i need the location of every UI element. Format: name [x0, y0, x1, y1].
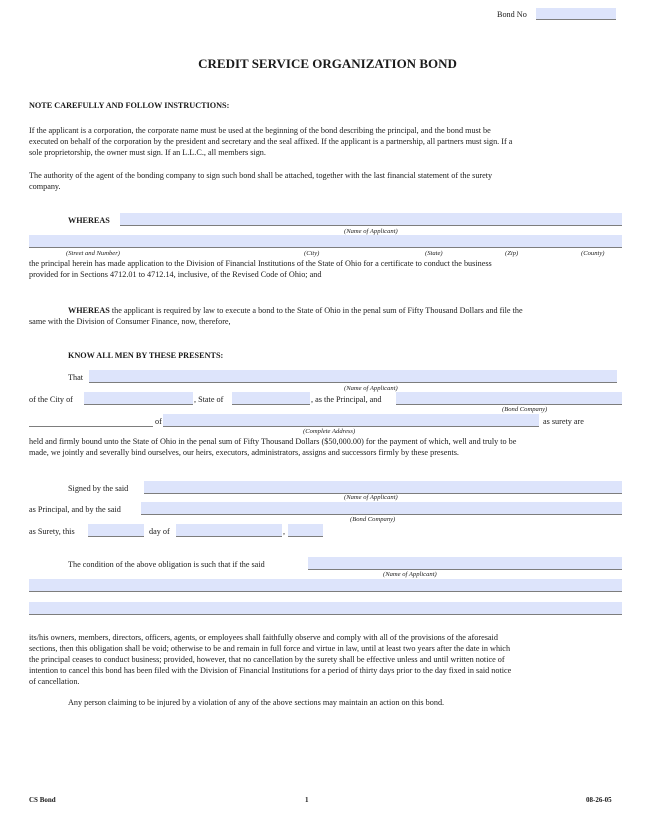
instructions-heading: NOTE CAREFULLY AND FOLLOW INSTRUCTIONS: [29, 101, 230, 110]
whereas2-text-line2: same with the Division of Consumer Finance, now, therefore, [29, 317, 231, 326]
whereas-label: WHEREAS [68, 216, 110, 225]
as-principal-label: as Principal, and by the said [29, 505, 121, 514]
instructions-para1-line1: If the applicant is a corporation, the corporate name must be used at the beginning of the bond describing the principal, and the bond must be [29, 126, 491, 135]
caption-name-of-applicant: (Name of Applicant) [344, 228, 398, 235]
state-field[interactable] [232, 392, 310, 405]
as-surety-this-label: as Surety, this [29, 527, 75, 536]
whereas1-text-line1: the principal herein has made application to the Division of Financial Institutions of the State of Ohio for a certificate to conduct the business [29, 259, 492, 268]
that-label: That [68, 373, 84, 382]
bond-no-field[interactable] [536, 8, 616, 20]
as-surety-label: as surety are [543, 417, 584, 426]
page-title: CREDIT SERVICE ORGANIZATION BOND [198, 56, 457, 71]
caption-name-of-applicant-4: (Name of Applicant) [383, 571, 437, 578]
bond-company-address-field[interactable] [163, 414, 539, 427]
instructions-para2-line2: company. [29, 182, 61, 191]
of-prefix-rule [29, 425, 153, 427]
caption-name-of-applicant-3: (Name of Applicant) [344, 494, 398, 501]
know-all-heading: KNOW ALL MEN BY THESE PRESENTS: [68, 351, 224, 360]
condition-text-line5: of cancellation. [29, 677, 80, 686]
condition-line-3-field[interactable] [29, 602, 622, 615]
date-comma: , [283, 527, 286, 536]
state-label: , State of [194, 395, 224, 404]
caption-zip: (Zip) [505, 250, 519, 257]
caption-complete-address: (Complete Address) [303, 428, 356, 435]
caption-city: (City) [304, 250, 320, 257]
applicant-address-field[interactable] [29, 235, 622, 248]
whereas2-text-line1: the applicant is required by law to execute a bond to the State of Ohio in the penal sum of Fifty Thousand Dollars and file the [109, 306, 523, 315]
city-field[interactable] [84, 392, 193, 405]
condition-applicant-field[interactable] [308, 557, 622, 570]
day-of-label: day of [149, 527, 170, 536]
signed-bond-company-field[interactable] [141, 502, 622, 515]
caption-name-of-applicant-2: (Name of Applicant) [344, 385, 398, 392]
signed-by-label: Signed by the said [68, 484, 129, 493]
footer-date: 08-26-05 [586, 796, 612, 804]
caption-bond-company: (Bond Company) [502, 406, 548, 413]
instructions-para1-line2: executed on behalf of the corporation by the president and secretary and the seal affixed. If the applicant is a partnership, all partners must sign. If a [29, 137, 513, 146]
instructions-para1-line3: sole proprietorship, the owner must sign. If an L.L.C., all members sign. [29, 148, 266, 157]
month-field[interactable] [176, 524, 282, 537]
footer-form-name: CS Bond [29, 796, 56, 804]
whereas2-line1 [68, 306, 523, 316]
condition-text: The condition of the above obligation is such that if the said [68, 560, 265, 569]
injured-text: Any person claiming to be injured by a violation of any of the above sections may maintain an action on this bond. [68, 698, 445, 707]
signed-applicant-field[interactable] [144, 481, 622, 494]
applicant-name-field[interactable] [120, 213, 622, 226]
footer-page-number: 1 [305, 796, 309, 804]
condition-text-line1: its/his owners, members, directors, officers, agents, or employees shall faithfully observe and comply with all of the provisions of the aforesaid [29, 633, 498, 642]
know-all-text-line2: made, we jointly and severally bind ourselves, our heirs, executors, administrators, assigns and successors firmly by these presents. [29, 448, 459, 457]
condition-text-line3: the principal ceases to conduct business; provided, however, that no cancellation by the surety shall be effective unless and until written notice of [29, 655, 505, 664]
caption-state: (State) [425, 250, 443, 257]
whereas1-text-line2: provided for in Sections 4712.01 to 4712.14, inclusive, of the Revised Code of Ohio; and [29, 270, 322, 279]
year-field[interactable] [288, 524, 323, 537]
bond-no-label: Bond No [497, 10, 527, 19]
caption-street: (Street and Number) [66, 250, 120, 257]
bond-company-field[interactable] [396, 392, 622, 405]
condition-text-line2: sections, then this obligation shall be void; otherwise to be and remain in full force and virtue in law, until at least two years after the date in which [29, 644, 511, 653]
that-applicant-field[interactable] [89, 370, 617, 383]
day-number-field[interactable] [88, 524, 144, 537]
know-all-text-line1: held and firmly bound unto the State of Ohio in the penal sum of Fifty Thousand Dollars ($50,000.00) for the payment of which, well and truly to be [29, 437, 517, 446]
condition-line-2-field[interactable] [29, 579, 622, 592]
of-label: of [155, 417, 162, 426]
caption-county: (County) [581, 250, 605, 257]
condition-text-line4: intention to cancel this bond has been filed with the Division of Financial Institutions for a period of thirty days prior to the day fixed in said notice [29, 666, 512, 675]
principal-and-label: , as the Principal, and [311, 395, 382, 404]
whereas2-label: WHEREAS [68, 306, 110, 315]
instructions-para2-line1: The authority of the agent of the bonding company to sign such bond shall be attached, together with the last financial statement of the surety [29, 171, 493, 180]
city-label: of the City of [29, 395, 73, 404]
caption-bond-company-2: (Bond Company) [350, 516, 396, 523]
